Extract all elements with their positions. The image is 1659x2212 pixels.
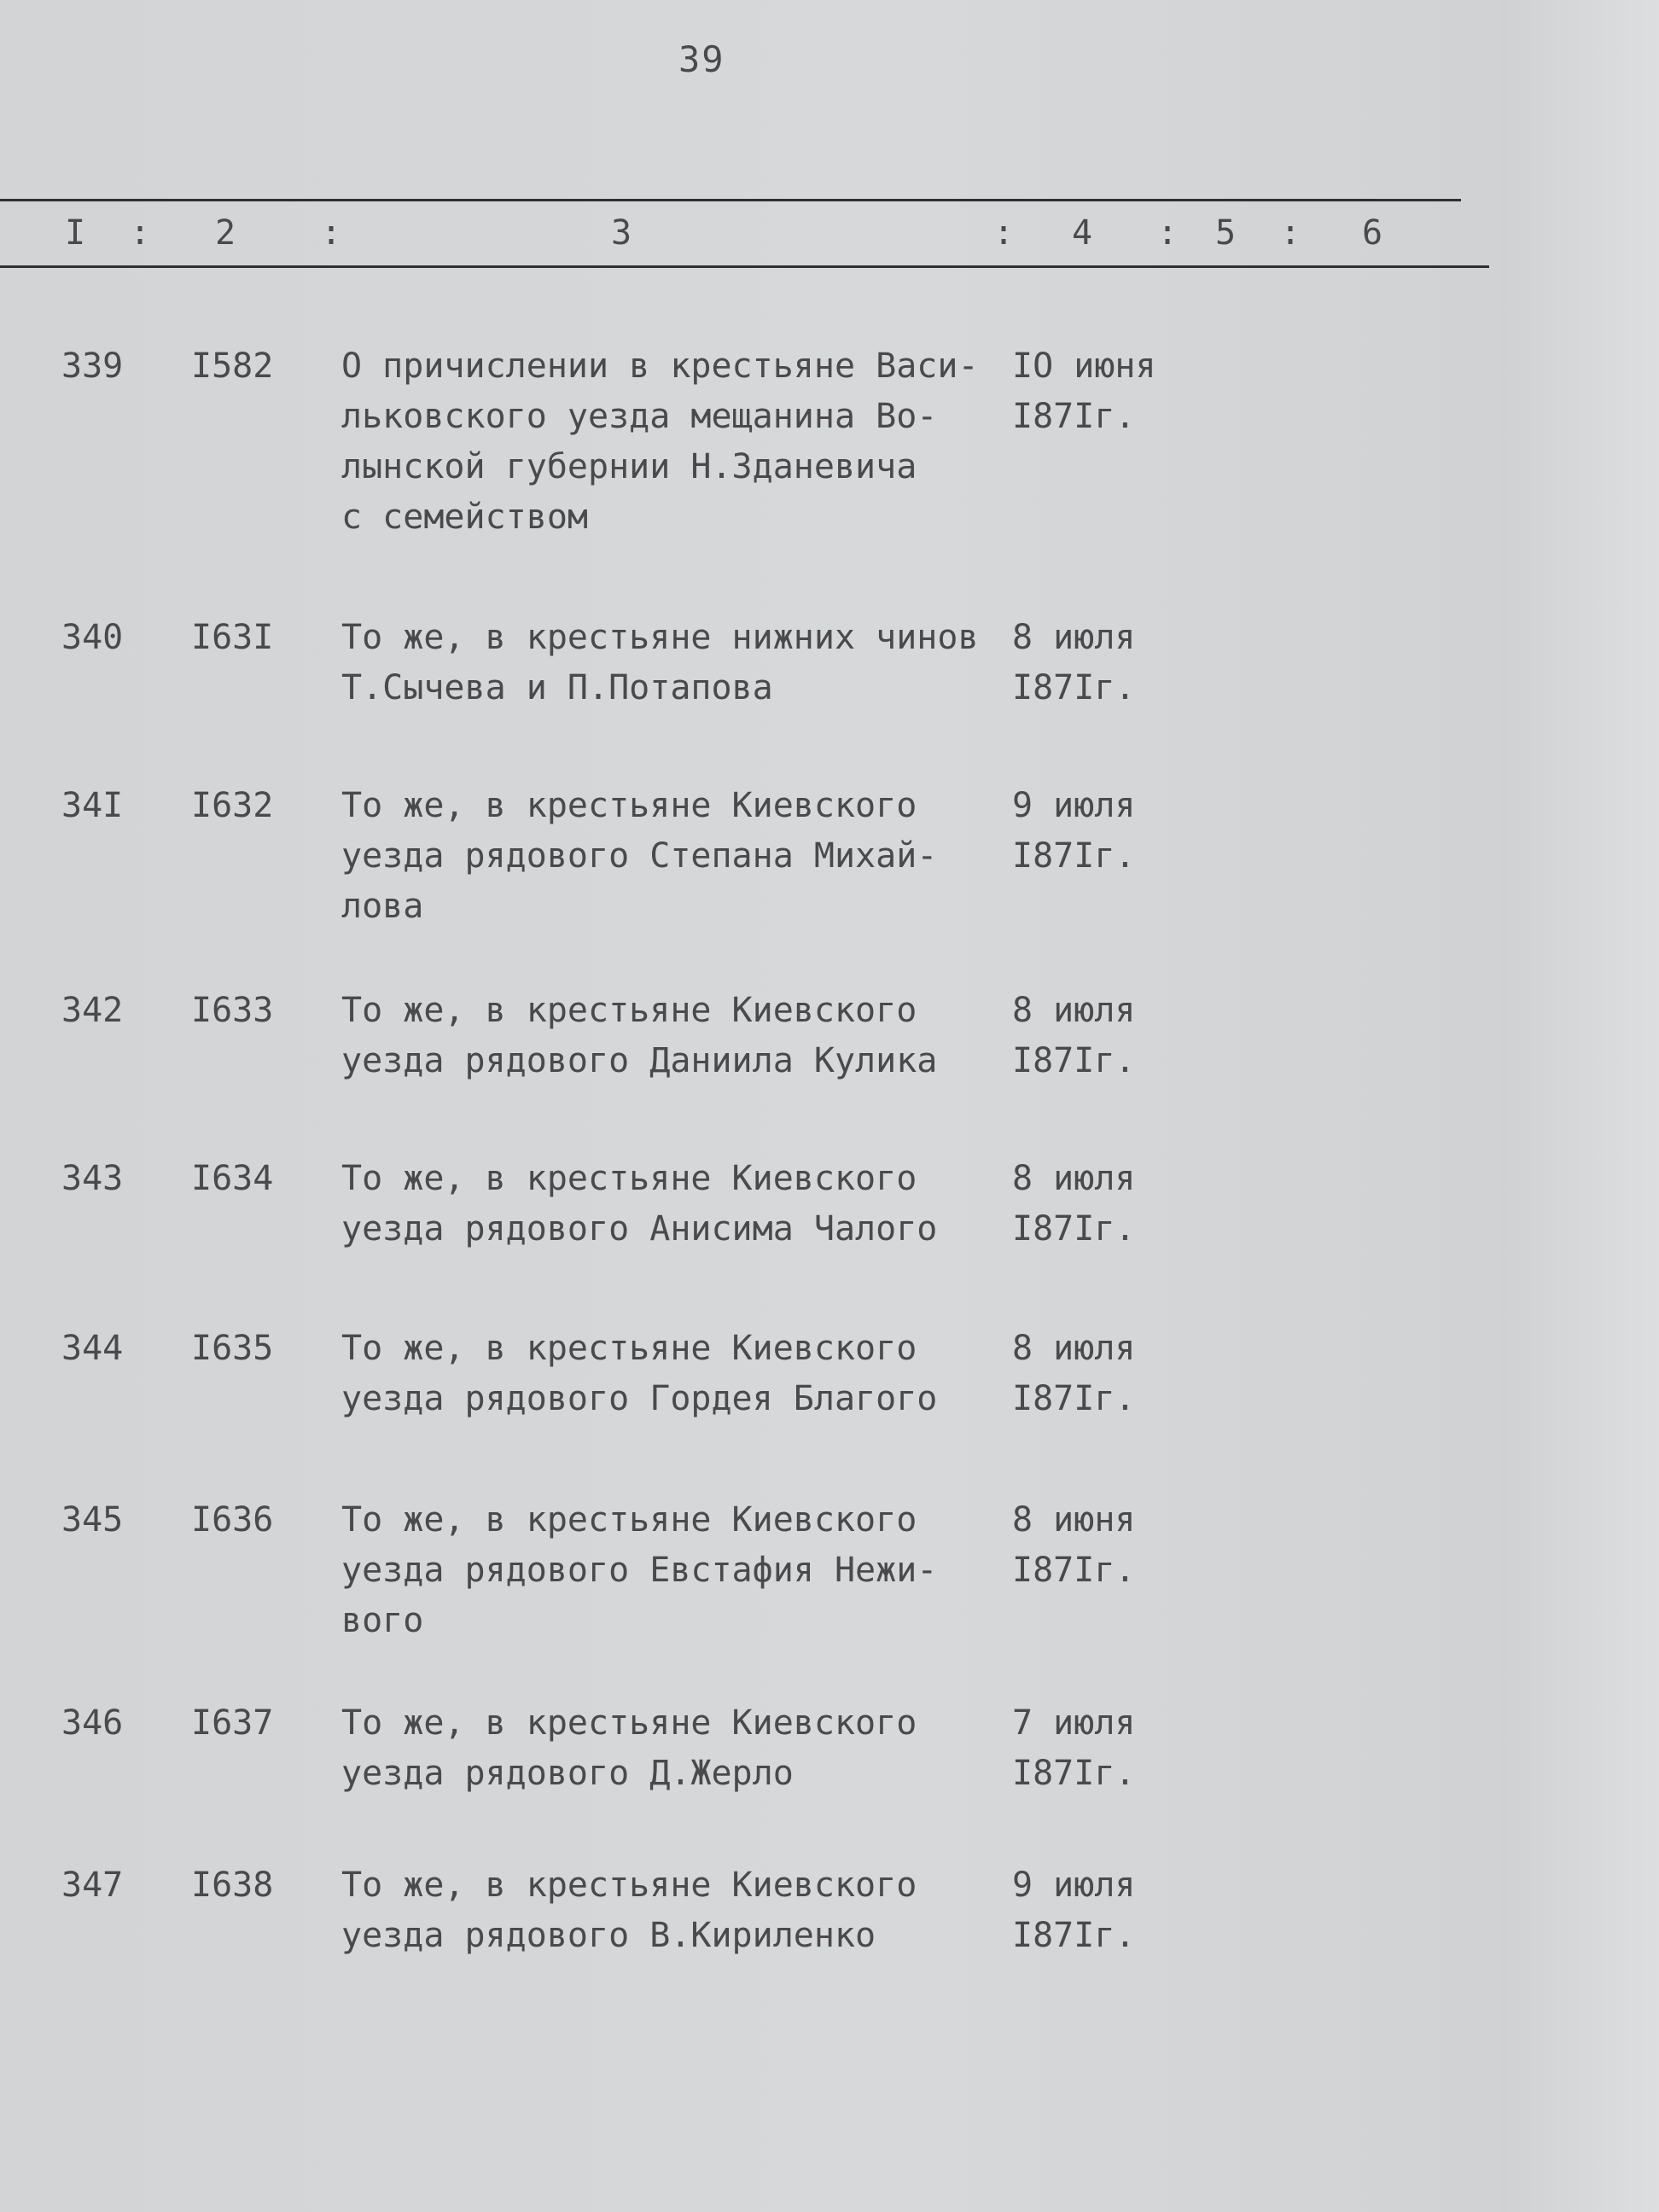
date-line: I87Iг. [1012,1754,1136,1793]
title-line: уезда рядового Степана Михай- [341,836,938,876]
entry-title [341,1860,917,1961]
entry-number: 344 [61,1329,124,1368]
column-header-5: 5 [1215,213,1237,253]
date-line: I87Iг. [1012,1209,1136,1249]
page-number: 39 [678,38,725,80]
file-number: I63I [191,618,274,657]
column-header-3: 3 [611,213,632,253]
date-line: 8 июля [1012,618,1136,657]
entry-date [1012,613,1136,713]
date-line: I87Iг. [1012,668,1136,707]
column-separator: : [1280,213,1301,253]
column-header-4: 4 [1072,213,1093,253]
title-line: лова [341,887,424,926]
date-line: IO июня [1012,346,1156,386]
date-line: 8 июня [1012,1500,1136,1540]
title-line: То же, в крестьяне Киевского [341,1329,917,1368]
entry-number: 34I [61,786,124,825]
title-line: Т.Сычева и П.Потапова [341,668,773,707]
entry-title [341,1324,937,1424]
title-line: уезда рядового В.Кириленко [341,1916,876,1955]
file-number: I635 [191,1329,274,1368]
title-line: уезда рядового Д.Жерло [341,1754,794,1793]
entry-number: 346 [61,1703,124,1743]
column-header-2: 2 [215,213,236,253]
date-line: 9 июля [1012,1866,1136,1905]
entry-date [1012,986,1136,1086]
title-line: О причислении в крестьяне Васи- [341,346,979,386]
title-line: вого [341,1601,424,1640]
date-line: I87Iг. [1012,1041,1136,1080]
date-line: 9 июля [1012,786,1136,825]
title-line: уезда рядового Гордея Благого [341,1379,938,1418]
entry-title [341,986,937,1086]
entry-title [341,1495,937,1646]
file-number: I636 [191,1500,274,1540]
entry-title [341,1154,937,1254]
title-line: То же, в крестьяне Киевского [341,1500,917,1540]
date-line: I87Iг. [1012,836,1136,876]
date-line: I87Iг. [1012,1551,1136,1590]
column-separator: : [130,213,151,253]
entry-number: 342 [61,991,124,1030]
entry-number: 347 [61,1866,124,1905]
date-line: I87Iг. [1012,397,1136,436]
title-line: То же, в крестьяне Киевского [341,1866,917,1905]
column-separator: : [993,213,1015,253]
title-line: То же, в крестьяне Киевского [341,1159,917,1198]
title-line: То же, в крестьяне Киевского [341,786,917,825]
title-line: льковского уезда мещанина Во- [341,397,938,436]
file-number: I633 [191,991,274,1030]
title-line: уезда рядового Евстафия Нежи- [341,1551,938,1590]
title-line: лынской губернии Н.Зданевича [341,447,917,486]
header-top-rule [0,199,1461,201]
title-line: с семейством [341,498,588,537]
date-line: 8 июля [1012,1159,1136,1198]
page-edge-shadow [1502,0,1659,2212]
entry-title [341,781,937,932]
entry-date [1012,341,1156,442]
date-line: I87Iг. [1012,1379,1136,1418]
title-line: То же, в крестьяне нижних чинов [341,618,979,657]
entry-date [1012,1860,1136,1961]
file-number: I582 [191,346,274,386]
entry-number: 345 [61,1500,124,1540]
title-line: уезда рядового Даниила Кулика [341,1041,938,1080]
entry-number: 340 [61,618,124,657]
header-bottom-rule [0,265,1489,268]
entry-date [1012,1154,1136,1254]
file-number: I634 [191,1159,274,1198]
date-line: I87Iг. [1012,1916,1136,1955]
entry-number: 343 [61,1159,124,1198]
column-header-6: 6 [1362,213,1383,253]
entry-title [341,613,979,713]
entry-number: 339 [61,346,124,386]
entry-date [1012,1698,1136,1799]
entry-title [341,341,979,543]
entry-date [1012,1495,1136,1596]
entry-date [1012,781,1136,882]
entry-title [341,1698,917,1799]
date-line: 7 июля [1012,1703,1136,1743]
file-number: I638 [191,1866,274,1905]
file-number: I632 [191,786,274,825]
entry-date [1012,1324,1136,1424]
date-line: 8 июля [1012,991,1136,1030]
column-header-1: I [65,213,86,253]
column-separator: : [1157,213,1179,253]
title-line: уезда рядового Анисима Чалого [341,1209,938,1249]
file-number: I637 [191,1703,274,1743]
title-line: То же, в крестьяне Киевского [341,991,917,1030]
title-line: То же, в крестьяне Киевского [341,1703,917,1743]
column-separator: : [321,213,342,253]
date-line: 8 июля [1012,1329,1136,1368]
